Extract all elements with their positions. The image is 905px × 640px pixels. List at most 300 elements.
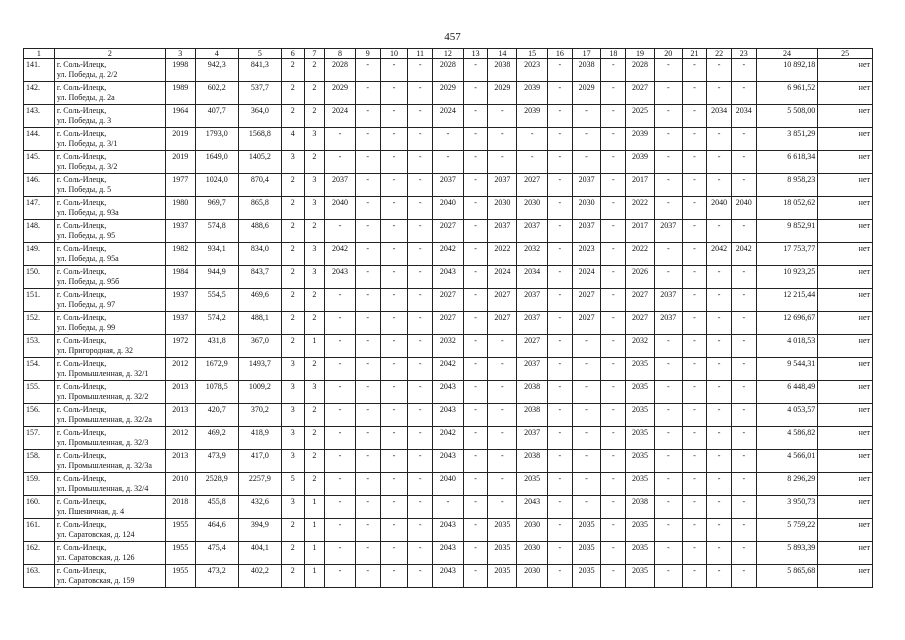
- column-header-2: 2: [54, 49, 165, 59]
- cell-col-7: 2: [304, 404, 325, 427]
- cell-col-5: 865,8: [238, 197, 281, 220]
- column-header-24: 24: [756, 49, 818, 59]
- cell-col-22: -: [707, 266, 732, 289]
- cell-col-19: 2035: [626, 381, 655, 404]
- column-header-25: 25: [818, 49, 873, 59]
- cell-col-10: -: [380, 151, 408, 174]
- cell-col-3: 1972: [165, 335, 195, 358]
- cell-col-22: 2040: [707, 197, 732, 220]
- cell-col-19: 2025: [626, 105, 655, 128]
- cell-col-6: 2: [281, 82, 304, 105]
- cell-col-13: -: [463, 105, 488, 128]
- cell-col-10: -: [380, 312, 408, 335]
- cell-col-13: -: [463, 381, 488, 404]
- cell-col-15: 2039: [517, 105, 548, 128]
- cell-col-13: -: [463, 220, 488, 243]
- cell-col-21: -: [682, 427, 707, 450]
- cell-col-10: -: [380, 266, 408, 289]
- column-header-9: 9: [355, 49, 380, 59]
- cell-col-25: нет: [818, 243, 873, 266]
- cell-col-22: -: [707, 128, 732, 151]
- cell-col-8: -: [325, 519, 356, 542]
- cell-col-22: -: [707, 450, 732, 473]
- cell-col-21: -: [682, 289, 707, 312]
- cell-col-19: 2035: [626, 519, 655, 542]
- cell-col-25: нет: [818, 358, 873, 381]
- cell-col-9: -: [355, 381, 380, 404]
- row-number: 159.: [24, 473, 55, 496]
- address-cell: [54, 542, 165, 565]
- address-street: ул. Промышленная, д. 32/4: [56, 484, 149, 493]
- address-street: ул. Победы, д. 95б: [56, 277, 120, 286]
- cell-col-14: -: [488, 450, 517, 473]
- address-cell: [54, 197, 165, 220]
- cell-col-19: 2017: [626, 220, 655, 243]
- address-city: г. Соль-Илецк,: [56, 405, 107, 414]
- cell-col-20: -: [654, 105, 682, 128]
- cell-col-24: 12 215,44: [756, 289, 818, 312]
- cell-col-25: нет: [818, 289, 873, 312]
- cell-col-5: 2257,9: [238, 473, 281, 496]
- cell-col-13: -: [463, 404, 488, 427]
- cell-col-16: -: [548, 59, 573, 82]
- cell-col-9: -: [355, 496, 380, 519]
- cell-col-9: -: [355, 312, 380, 335]
- cell-col-6: 2: [281, 312, 304, 335]
- row-number: 153.: [24, 335, 55, 358]
- cell-col-21: -: [682, 82, 707, 105]
- cell-col-18: -: [601, 358, 626, 381]
- cell-col-25: нет: [818, 128, 873, 151]
- row-number: 144.: [24, 128, 55, 151]
- cell-col-19: 2032: [626, 335, 655, 358]
- cell-col-21: -: [682, 358, 707, 381]
- cell-col-15: 2038: [517, 381, 548, 404]
- cell-col-21: -: [682, 312, 707, 335]
- row-number: 152.: [24, 312, 55, 335]
- cell-col-16: -: [548, 496, 573, 519]
- cell-col-12: 2043: [432, 542, 463, 565]
- cell-col-24: 8 296,29: [756, 473, 818, 496]
- table-row: [24, 519, 873, 542]
- cell-col-13: -: [463, 59, 488, 82]
- cell-col-9: -: [355, 335, 380, 358]
- cell-col-9: -: [355, 105, 380, 128]
- address-street: ул. Промышленная, д. 32/3а: [56, 461, 152, 470]
- cell-col-5: 402,2: [238, 565, 281, 588]
- housing-repair-table: [23, 48, 873, 588]
- row-number: 150.: [24, 266, 55, 289]
- address-street: ул. Победы, д. 3/2: [56, 162, 118, 171]
- cell-col-23: -: [731, 59, 756, 82]
- cell-col-14: -: [488, 381, 517, 404]
- cell-col-19: 2035: [626, 358, 655, 381]
- cell-col-10: -: [380, 105, 408, 128]
- cell-col-15: 2035: [517, 473, 548, 496]
- address-city: г. Соль-Илецк,: [56, 198, 107, 207]
- cell-col-23: -: [731, 450, 756, 473]
- cell-col-13: -: [463, 128, 488, 151]
- cell-col-19: 2027: [626, 82, 655, 105]
- cell-col-14: -: [488, 105, 517, 128]
- cell-col-23: -: [731, 335, 756, 358]
- table-row: [24, 151, 873, 174]
- cell-col-21: -: [682, 243, 707, 266]
- cell-col-5: 1405,2: [238, 151, 281, 174]
- cell-col-12: 2027: [432, 220, 463, 243]
- column-header-21: 21: [682, 49, 707, 59]
- cell-col-11: -: [408, 381, 433, 404]
- cell-col-5: 488,1: [238, 312, 281, 335]
- cell-col-6: 2: [281, 335, 304, 358]
- cell-col-14: -: [488, 473, 517, 496]
- cell-col-6: 5: [281, 473, 304, 496]
- cell-col-16: -: [548, 381, 573, 404]
- cell-col-16: -: [548, 450, 573, 473]
- cell-col-19: 2035: [626, 427, 655, 450]
- cell-col-11: -: [408, 220, 433, 243]
- cell-col-17: -: [572, 335, 601, 358]
- cell-col-5: 834,0: [238, 243, 281, 266]
- cell-col-14: 2027: [488, 289, 517, 312]
- cell-col-17: 2035: [572, 519, 601, 542]
- cell-col-7: 1: [304, 542, 325, 565]
- cell-col-21: -: [682, 404, 707, 427]
- row-number: 141.: [24, 59, 55, 82]
- cell-col-17: -: [572, 473, 601, 496]
- cell-col-6: 3: [281, 450, 304, 473]
- cell-col-15: 2037: [517, 312, 548, 335]
- cell-col-15: 2032: [517, 243, 548, 266]
- cell-col-16: -: [548, 519, 573, 542]
- cell-col-10: -: [380, 289, 408, 312]
- cell-col-3: 1937: [165, 289, 195, 312]
- cell-col-20: -: [654, 358, 682, 381]
- cell-col-16: -: [548, 335, 573, 358]
- cell-col-13: -: [463, 197, 488, 220]
- address-street: ул. Промышленная, д. 32/2: [56, 392, 149, 401]
- cell-col-4: 473,2: [195, 565, 238, 588]
- address-city: г. Соль-Илецк,: [56, 428, 107, 437]
- cell-col-9: -: [355, 128, 380, 151]
- cell-col-8: -: [325, 565, 356, 588]
- cell-col-15: 2030: [517, 542, 548, 565]
- cell-col-21: -: [682, 519, 707, 542]
- cell-col-12: 2042: [432, 243, 463, 266]
- cell-col-20: -: [654, 151, 682, 174]
- cell-col-12: 2040: [432, 197, 463, 220]
- cell-col-14: 2037: [488, 220, 517, 243]
- cell-col-12: 2029: [432, 82, 463, 105]
- cell-col-11: -: [408, 450, 433, 473]
- address-cell: [54, 427, 165, 450]
- cell-col-4: 420,7: [195, 404, 238, 427]
- cell-col-6: 3: [281, 496, 304, 519]
- cell-col-20: -: [654, 542, 682, 565]
- cell-col-3: 2018: [165, 496, 195, 519]
- row-number: 142.: [24, 82, 55, 105]
- cell-col-4: 455,8: [195, 496, 238, 519]
- cell-col-6: 2: [281, 266, 304, 289]
- cell-col-19: 2028: [626, 59, 655, 82]
- cell-col-24: 5 865,68: [756, 565, 818, 588]
- cell-col-11: -: [408, 59, 433, 82]
- column-header-8: 8: [325, 49, 356, 59]
- cell-col-15: 2034: [517, 266, 548, 289]
- cell-col-8: -: [325, 312, 356, 335]
- cell-col-24: 5 893,39: [756, 542, 818, 565]
- cell-col-21: -: [682, 174, 707, 197]
- cell-col-20: -: [654, 381, 682, 404]
- cell-col-13: -: [463, 174, 488, 197]
- cell-col-8: -: [325, 381, 356, 404]
- cell-col-3: 1980: [165, 197, 195, 220]
- column-header-17: 17: [572, 49, 601, 59]
- cell-col-9: -: [355, 542, 380, 565]
- cell-col-5: 370,2: [238, 404, 281, 427]
- cell-col-8: 2024: [325, 105, 356, 128]
- cell-col-8: -: [325, 496, 356, 519]
- row-number: 145.: [24, 151, 55, 174]
- cell-col-14: 2035: [488, 542, 517, 565]
- cell-col-18: -: [601, 151, 626, 174]
- cell-col-4: 934,1: [195, 243, 238, 266]
- cell-col-16: -: [548, 312, 573, 335]
- cell-col-3: 1955: [165, 565, 195, 588]
- cell-col-20: -: [654, 473, 682, 496]
- cell-col-4: 602,2: [195, 82, 238, 105]
- address-street: ул. Победы, д. 3/1: [56, 139, 118, 148]
- cell-col-23: -: [731, 174, 756, 197]
- row-number: 161.: [24, 519, 55, 542]
- row-number: 156.: [24, 404, 55, 427]
- cell-col-22: -: [707, 289, 732, 312]
- cell-col-22: -: [707, 473, 732, 496]
- column-header-5: 5: [238, 49, 281, 59]
- cell-col-17: 2029: [572, 82, 601, 105]
- cell-col-6: 3: [281, 404, 304, 427]
- row-number: 151.: [24, 289, 55, 312]
- row-number: 163.: [24, 565, 55, 588]
- cell-col-16: -: [548, 243, 573, 266]
- cell-col-9: -: [355, 243, 380, 266]
- cell-col-21: -: [682, 197, 707, 220]
- cell-col-23: -: [731, 473, 756, 496]
- cell-col-7: 2: [304, 151, 325, 174]
- cell-col-8: -: [325, 335, 356, 358]
- cell-col-18: -: [601, 565, 626, 588]
- cell-col-3: 2019: [165, 151, 195, 174]
- table-row: [24, 335, 873, 358]
- cell-col-3: 1937: [165, 220, 195, 243]
- cell-col-21: -: [682, 565, 707, 588]
- cell-col-14: -: [488, 427, 517, 450]
- address-street: ул. Победы, д. 2а: [56, 93, 115, 102]
- cell-col-21: -: [682, 542, 707, 565]
- address-cell: [54, 565, 165, 588]
- cell-col-17: -: [572, 358, 601, 381]
- cell-col-17: -: [572, 151, 601, 174]
- cell-col-18: -: [601, 174, 626, 197]
- cell-col-11: -: [408, 335, 433, 358]
- cell-col-4: 574,8: [195, 220, 238, 243]
- cell-col-17: -: [572, 404, 601, 427]
- cell-col-23: 2042: [731, 243, 756, 266]
- cell-col-9: -: [355, 197, 380, 220]
- cell-col-25: нет: [818, 450, 873, 473]
- cell-col-16: -: [548, 542, 573, 565]
- address-cell: [54, 312, 165, 335]
- address-street: ул. Победы, д. 2/2: [56, 70, 118, 79]
- cell-col-17: 2037: [572, 220, 601, 243]
- cell-col-12: -: [432, 151, 463, 174]
- address-street: ул. Промышленная, д. 32/2а: [56, 415, 152, 424]
- cell-col-9: -: [355, 174, 380, 197]
- cell-col-9: -: [355, 473, 380, 496]
- cell-col-20: -: [654, 404, 682, 427]
- cell-col-24: 5 508,00: [756, 105, 818, 128]
- cell-col-15: 2037: [517, 289, 548, 312]
- cell-col-15: -: [517, 128, 548, 151]
- column-header-6: 6: [281, 49, 304, 59]
- address-cell: [54, 358, 165, 381]
- cell-col-5: 1568,8: [238, 128, 281, 151]
- cell-col-20: -: [654, 335, 682, 358]
- address-street: ул. Саратовская, д. 124: [56, 530, 135, 539]
- cell-col-15: 2037: [517, 358, 548, 381]
- address-cell: [54, 335, 165, 358]
- address-street: ул. Саратовская, д. 159: [56, 576, 135, 585]
- cell-col-22: -: [707, 542, 732, 565]
- cell-col-10: -: [380, 565, 408, 588]
- column-header-20: 20: [654, 49, 682, 59]
- cell-col-23: -: [731, 220, 756, 243]
- cell-col-24: 9 544,31: [756, 358, 818, 381]
- cell-col-8: 2037: [325, 174, 356, 197]
- cell-col-8: -: [325, 151, 356, 174]
- cell-col-11: -: [408, 128, 433, 151]
- cell-col-11: -: [408, 427, 433, 450]
- cell-col-16: -: [548, 473, 573, 496]
- address-cell: [54, 404, 165, 427]
- cell-col-11: -: [408, 473, 433, 496]
- cell-col-18: -: [601, 312, 626, 335]
- address-cell: [54, 174, 165, 197]
- cell-col-10: -: [380, 381, 408, 404]
- cell-col-3: 2013: [165, 404, 195, 427]
- cell-col-3: 1964: [165, 105, 195, 128]
- cell-col-18: -: [601, 220, 626, 243]
- address-city: г. Соль-Илецк,: [56, 382, 107, 391]
- table-row: [24, 220, 873, 243]
- address-city: г. Соль-Илецк,: [56, 336, 107, 345]
- cell-col-5: 404,1: [238, 542, 281, 565]
- cell-col-23: 2040: [731, 197, 756, 220]
- cell-col-8: -: [325, 404, 356, 427]
- cell-col-18: -: [601, 82, 626, 105]
- cell-col-19: 2022: [626, 197, 655, 220]
- cell-col-10: -: [380, 128, 408, 151]
- cell-col-15: 2030: [517, 197, 548, 220]
- column-header-7: 7: [304, 49, 325, 59]
- address-cell: [54, 266, 165, 289]
- cell-col-25: нет: [818, 174, 873, 197]
- cell-col-6: 3: [281, 151, 304, 174]
- cell-col-12: 2024: [432, 105, 463, 128]
- cell-col-5: 1009,2: [238, 381, 281, 404]
- cell-col-20: -: [654, 427, 682, 450]
- cell-col-8: -: [325, 473, 356, 496]
- cell-col-20: -: [654, 243, 682, 266]
- cell-col-22: 2034: [707, 105, 732, 128]
- address-cell: [54, 59, 165, 82]
- cell-col-9: -: [355, 427, 380, 450]
- table-row: [24, 266, 873, 289]
- cell-col-8: -: [325, 358, 356, 381]
- cell-col-19: 2035: [626, 450, 655, 473]
- address-city: г. Соль-Илецк,: [56, 152, 107, 161]
- cell-col-20: -: [654, 266, 682, 289]
- cell-col-7: 3: [304, 197, 325, 220]
- cell-col-3: 2010: [165, 473, 195, 496]
- cell-col-18: -: [601, 266, 626, 289]
- cell-col-6: 4: [281, 128, 304, 151]
- cell-col-5: 418,9: [238, 427, 281, 450]
- cell-col-9: -: [355, 82, 380, 105]
- cell-col-4: 574,2: [195, 312, 238, 335]
- cell-col-23: 2034: [731, 105, 756, 128]
- cell-col-11: -: [408, 565, 433, 588]
- cell-col-17: -: [572, 105, 601, 128]
- cell-col-8: 2042: [325, 243, 356, 266]
- column-number-row: [24, 49, 873, 59]
- cell-col-5: 488,6: [238, 220, 281, 243]
- address-street: ул. Победы, д. 95: [56, 231, 116, 240]
- cell-col-3: 2013: [165, 381, 195, 404]
- cell-col-14: 2035: [488, 565, 517, 588]
- cell-col-13: -: [463, 82, 488, 105]
- cell-col-22: -: [707, 59, 732, 82]
- cell-col-16: -: [548, 220, 573, 243]
- table-row: [24, 289, 873, 312]
- cell-col-9: -: [355, 266, 380, 289]
- cell-col-23: -: [731, 519, 756, 542]
- cell-col-14: 2038: [488, 59, 517, 82]
- address-city: г. Соль-Илецк,: [56, 60, 107, 69]
- address-city: г. Соль-Илецк,: [56, 313, 107, 322]
- cell-col-9: -: [355, 404, 380, 427]
- address-street: ул. Победы, д. 5: [56, 185, 112, 194]
- cell-col-15: -: [517, 151, 548, 174]
- cell-col-12: -: [432, 496, 463, 519]
- cell-col-17: -: [572, 381, 601, 404]
- cell-col-20: -: [654, 450, 682, 473]
- cell-col-11: -: [408, 82, 433, 105]
- address-city: г. Соль-Илецк,: [56, 221, 107, 230]
- cell-col-23: -: [731, 565, 756, 588]
- cell-col-11: -: [408, 105, 433, 128]
- cell-col-22: 2042: [707, 243, 732, 266]
- cell-col-6: 2: [281, 59, 304, 82]
- address-street: ул. Победы, д. 97: [56, 300, 116, 309]
- cell-col-4: 1793,0: [195, 128, 238, 151]
- cell-col-10: -: [380, 473, 408, 496]
- cell-col-3: 2019: [165, 128, 195, 151]
- cell-col-16: -: [548, 565, 573, 588]
- address-cell: [54, 128, 165, 151]
- cell-col-4: 475,4: [195, 542, 238, 565]
- cell-col-6: 3: [281, 358, 304, 381]
